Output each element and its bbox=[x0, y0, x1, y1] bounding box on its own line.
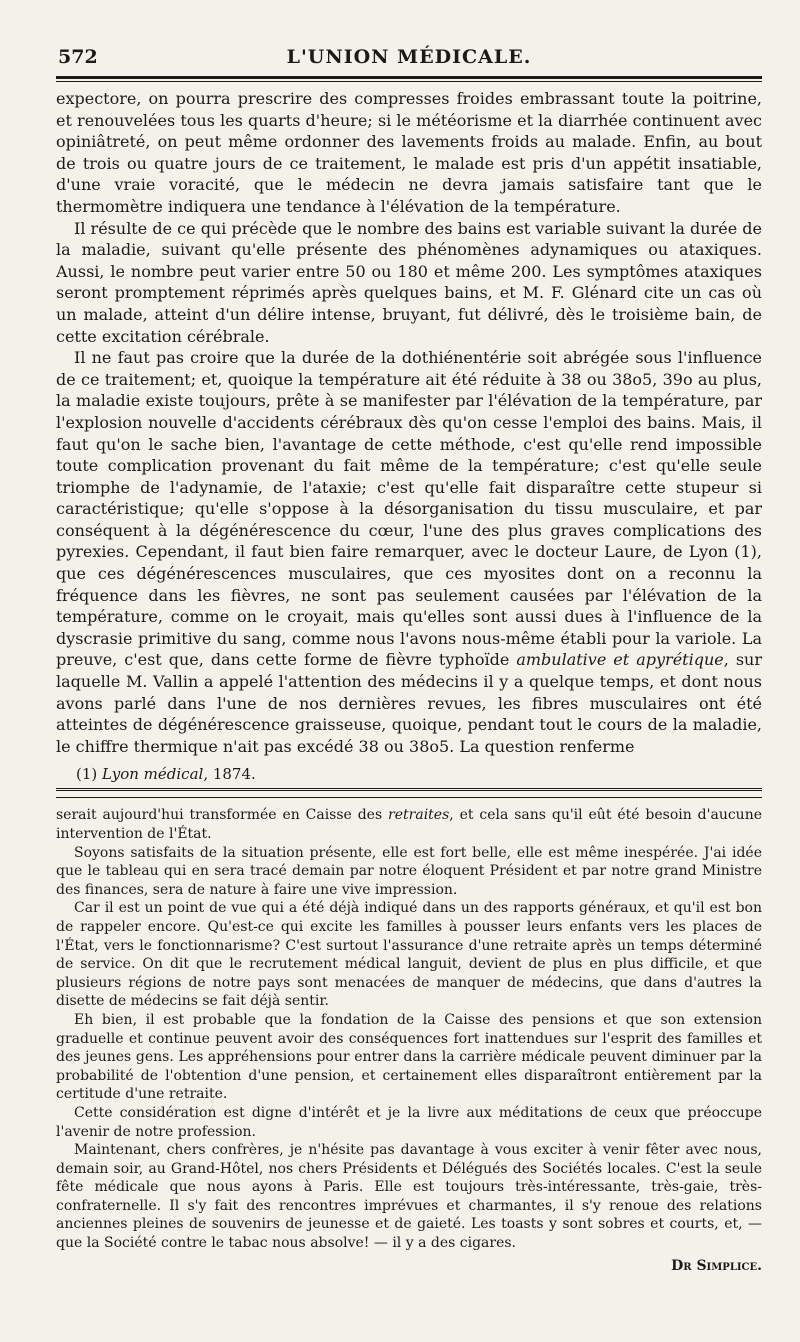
journal-title: L'UNION MÉDICALE. bbox=[286, 46, 532, 68]
running-head bbox=[56, 42, 762, 76]
feuilleton-paragraph-4: Eh bien, il est probable que la fondation de la Caisse des pensions et que son extension graduelle et continue peuvent avoir des conséquences fort inattendues sur l'esprit des familles et des jeunes gens. Les appréhensions pour entrer dans la carrière médicale peuvent diminuer par la probabilité de l'obtention d'une pension, et certainement elles disparaîtront entièrement par la certitude d'une retraite. bbox=[56, 1011, 762, 1103]
feuilleton-paragraph-1 bbox=[56, 806, 762, 843]
section-separator-double bbox=[56, 788, 762, 791]
feuilleton-p1-part-b: , et cela sans qu'il eût été besoin d'aucune intervention de l'État. bbox=[56, 807, 762, 842]
feuilleton-body bbox=[56, 806, 762, 1276]
header-rule-thick bbox=[56, 76, 762, 79]
paragraph-2: Il résulte de ce qui précède que le nombre des bains est variable suivant la durée de la maladie, suivant qu'elle présente des phénomènes adynamiques ou ataxiques. Aussi, le nombre peut varier entre 50 ou 180 et même 200. Les symptômes ataxiques seront promptement réprimés après quelques bains, et M. F. Glénard cite un cas où un malade, atteint d'un délire intense, bruyant, fut délivré, dès le troisième bain, de cette excitation cérébrale. bbox=[56, 218, 762, 346]
feuilleton-paragraph-2: Soyons satisfaits de la situation présente, elle est fort belle, elle est même inespérée. J'ai idée que le tableau qui en sera tracé demain par notre éloquent Président et par notre grand Ministre des finances, sera de nature à faire une vive impression. bbox=[56, 844, 762, 898]
feuilleton-p1-part-a: serait aujourd'hui transformée en Caisse des bbox=[56, 807, 383, 824]
footnote-year: , 1874. bbox=[203, 765, 256, 784]
paragraph-3-emphasis: ambulative et apyrétique bbox=[516, 650, 724, 670]
footnote-marker: (1) bbox=[76, 765, 98, 784]
footnote-journal: Lyon médical bbox=[102, 765, 204, 784]
header-rule-thin bbox=[56, 81, 762, 82]
paragraph-1: expectore, on pourra prescrire des compresses froides embrassant toute la poitrine, et renouvelées tous les quarts d'heure; si le météorisme et la diarrhée continuent avec opiniâtreté, on peut même ordonner des lavements froids au malade. Enfin, au bout de trois ou quatre jours de ce traitement, le malade est pris d'un appétit insatiable, d'une vraie voracité, que le médecin ne devra jamais satisfaire tant que le thermomètre indiquera une tendance à l'élévation de la température. bbox=[56, 89, 762, 216]
paragraph-3-part-a: Il ne faut pas croire que la durée de la dothiénentérie soit abrégée sous l'influence de ce traitement; et, quoique la température ait été réduite à 38 ou 38o5, 39o au plus, la maladie existe toujours, prête à se manifester par l'élévation de la température, par l'explosion nouvelle d'accidents cérébraux dès qu'on cesse l'emploi des bains. Mais, il faut qu'on le sache bien, l'avantage de cette méthode, c'est qu'elle rend impossible toute complication provenant du fait même de la température; c'est qu'elle seule triomphe de l'adynamie, de l'ataxie; c'est qu'elle fait disparaître cette stupeur si caractéristique; qu'elle s'oppose à la désorganisation du tissu musculaire, et par conséquent à la dégénérescence du cœur, l'une des plus graves complications des pyrexies. Cependant, il faut bien faire remarquer, avec le docteur Laure, de Lyon (1), que ces dégénérescences musculaires, que ces myosites dont on a reconnu la fréquence dans les fièvres, ne sont pas seulement causées par l'élévation de la température, comme on le croyait, mais qu'elles sont aussi dues à l'influence de la dyscrasie primitive du sang, comme nous l'avons nous-même établi pour la variole. La preuve, c'est que, dans cette forme de fièvre typhoïde bbox=[56, 348, 762, 670]
signature: Dr Simplice. bbox=[671, 1257, 762, 1274]
page-number: 572 bbox=[58, 46, 98, 68]
feuilleton-p1-emphasis: retraites bbox=[388, 807, 450, 824]
footnote bbox=[76, 764, 762, 784]
paragraph-3 bbox=[56, 347, 762, 757]
section-separator-single bbox=[56, 797, 762, 798]
feuilleton-paragraph-5: Cette considération est digne d'intérêt et je la livre aux méditations de ceux que préoccupe l'avenir de notre profession. bbox=[56, 1104, 762, 1140]
paragraph-3-part-b: , sur laquelle M. Vallin a appelé l'attention des médecins il y a quelque temps, et dont nous avons parlé dans l'une de nos dernières revues, les fibres musculaires ont été atteintes de dégénérescence graisseuse, quoique, pendant tout le cours de la maladie, le chiffre thermique n'ait pas excédé 38 ou 38o5. La question renferme bbox=[56, 650, 762, 756]
feuilleton-paragraph-3: Car il est un point de vue qui a été déjà indiqué dans un des rapports généraux, et qu'il est bon de rappeler encore. Qu'est-ce qui excite les familles à pousser leurs enfants vers les places de l'État, vers le fonctionnarisme? C'est surtout l'assurance d'une retraite après un temps déterminé de service. On dit que le recrutement médical languit, devient de plus en plus difficile, et que plusieurs régions de notre pays sont menacées de manquer de médecins, que dans d'autres la disette de médecins se fait déjà sentir. bbox=[56, 900, 762, 1010]
feuilleton-paragraph-6: Maintenant, chers confrères, je n'hésite pas davantage à vous exciter à venir fêter avec nous, demain soir, au Grand-Hôtel, nos chers Présidents et Délégués des Sociétés locales. C'est la seule fête médicale que nous ayons à Paris. Elle est toujours très-intéressante, très-gaie, très-confraternelle. Il s'y fait des rencontres imprévues et charmantes, il s'y renoue des relations anciennes pleines de souvenirs de jeunesse et de gaieté. Les toasts y sont sobres et courts, et, — que la Société contre le tabac nous absolve! — il y a des cigares. bbox=[56, 1142, 762, 1252]
article-body bbox=[56, 88, 762, 757]
